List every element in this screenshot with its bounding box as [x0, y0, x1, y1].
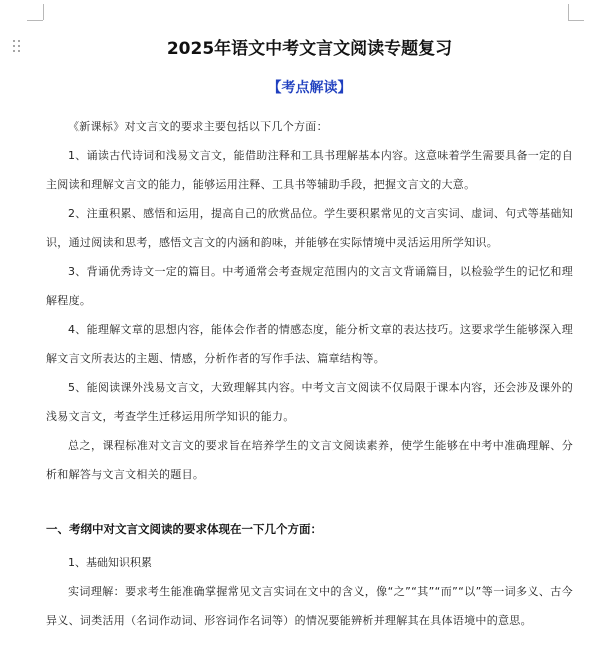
section-heading: 一、考纲中对文言文阅读的要求体现在一下几个方面：	[46, 522, 322, 536]
sub-heading: 1、基础知识积累	[68, 556, 152, 569]
crop-mark-top-right-horizontal	[568, 20, 584, 21]
crop-mark-top-left-vertical	[43, 4, 44, 20]
section-subtitle: 【考点解读】	[267, 80, 352, 96]
crop-mark-top-left-horizontal	[27, 20, 43, 21]
intro-paragraph: 《新课标》对文言文的要求主要包括以下几个方面：	[68, 120, 328, 133]
point-paragraph-3: 3、背诵优秀诗文一定的篇目。中考通常会考查规定范围内的文言文背诵篇目，以检验学生的记忆和理解程度。	[46, 265, 573, 307]
point-paragraph-4: 4、能理解文章的思想内容，能体会作者的情感态度，能分析文章的表达技巧。这要求学生能够深入理解文言文所表达的主题、情感，分析作者的写作手法、篇章结构等。	[46, 323, 573, 365]
detail-paragraph: 实词理解：要求考生能准确掌握常见文言实词在文中的含义，像“之”“其”“而”“以”等一词多义、古今异义、词类活用（名词作动词、形容词作名词等）的情况要能辨析并理解其在具体语境中的意思。	[46, 585, 573, 627]
summary-paragraph: 总之，课程标准对文言文的要求旨在培养学生的文言文阅读素养，使学生能够在中考中准确理解、分析和解答与文言文相关的题目。	[46, 439, 573, 481]
document-page	[46, 36, 573, 635]
document-title: 2025年语文中考文言文阅读专题复习	[166, 39, 453, 59]
point-paragraph-1: 1、诵读古代诗词和浅易文言文，能借助注释和工具书理解基本内容。这意味着学生需要具备一定的自主阅读和理解文言文的能力，能够运用注释、工具书等辅助手段，把握文言文的大意。	[46, 149, 573, 191]
drag-handle-icon[interactable]	[12, 40, 22, 54]
point-paragraph-2: 2、注重积累、感悟和运用，提高自己的欣赏品位。学生要积累常见的文言实词、虚词、句式等基础知识，通过阅读和思考，感悟文言文的内涵和韵味，并能够在实际情境中灵活运用所学知识。	[46, 207, 573, 249]
crop-mark-top-right-vertical	[568, 4, 569, 20]
point-paragraph-5: 5、能阅读课外浅易文言文，大致理解其内容。中考文言文阅读不仅局限于课本内容，还会涉及课外的浅易文言文，考查学生迁移运用所学知识的能力。	[46, 381, 573, 423]
